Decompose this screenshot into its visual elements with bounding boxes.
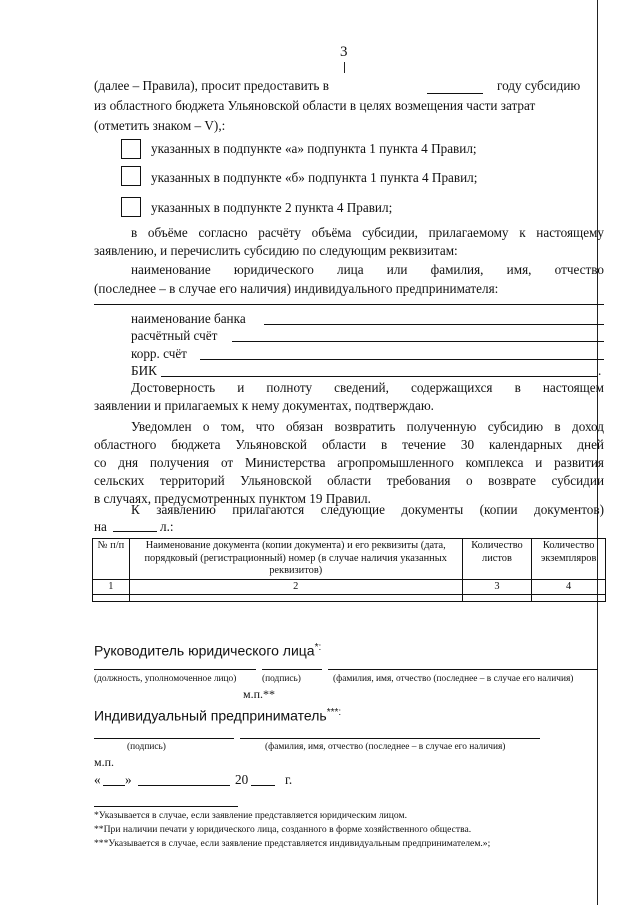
notice-line1: Уведомлен о том, что обязан возвратить полученную субсидию в доход	[131, 419, 604, 434]
head-signature-field[interactable]	[262, 669, 322, 670]
date-open-quote: «	[94, 772, 101, 787]
head-seal: м.п.**	[243, 687, 276, 701]
notice-line2: областного бюджета Ульяновской области в течение 30 календарных дней	[94, 437, 604, 452]
col-copies-header: Количество экземпляров	[532, 539, 606, 580]
head-caption-position: (должность, уполномоченное лицо)	[94, 674, 237, 684]
col-copies-index: 4	[532, 579, 606, 595]
footnote-1: *Указывается в случае, если заявление представляется юридическим лицом.	[94, 810, 407, 821]
head-caption-signature: (подпись)	[262, 674, 301, 684]
notice-line3: со дня получения от Министерства агропромышленного комплекса и развития	[94, 455, 604, 470]
reliability-line1: Достоверность и полноту сведений, содержащихся в настоящем	[131, 380, 604, 395]
date-month-field[interactable]	[138, 785, 230, 786]
date-day-field[interactable]	[103, 785, 125, 786]
col-sheets-index: 3	[462, 579, 532, 595]
entity-line1: наименование юридического лица или фамилия, имя, отчество	[131, 262, 604, 277]
ip-footnote-mark: ***:	[326, 707, 342, 718]
ip-signature-field[interactable]	[94, 738, 234, 739]
intro-line1-a: (далее – Правила), просит предоставить в	[94, 78, 329, 93]
volume-line2: заявлению, и перечислить субсидию по следующим реквизитам:	[94, 243, 458, 258]
page-number-stroke	[344, 62, 345, 73]
head-signature-label: Руководитель юридического лица*:	[94, 642, 322, 659]
notice-line4: сельских территорий Ульяновской области требования о возврате субсидии	[94, 473, 604, 488]
attach-line1: К заявлению прилагаются следующие документы (копии документов)	[131, 502, 604, 517]
intro-line1-b: году субсидию	[497, 78, 581, 93]
corr-account-label: корр. счёт	[131, 346, 187, 361]
bik-field[interactable]	[161, 376, 597, 377]
date-close-quote: »	[125, 772, 132, 787]
volume-line1: в объёме согласно расчёту объёма субсидии, прилагаемому к настоящему	[131, 225, 604, 240]
option-c-label: указанных в подпункте 2 пункта 4 Правил;	[151, 200, 393, 215]
bank-name-label: наименование банка	[131, 311, 246, 326]
page-number: 3	[340, 44, 348, 60]
option-b-checkbox[interactable]	[121, 166, 141, 186]
entity-line2: (последнее – в случае его наличия) индивидуального предпринимателя:	[94, 281, 499, 296]
option-a-label: указанных в подпункте «а» подпункта 1 пункта 4 Правил;	[151, 141, 477, 156]
option-c-checkbox[interactable]	[121, 197, 141, 217]
intro-line3: (отметить знаком – V),:	[94, 118, 226, 133]
account-field[interactable]	[232, 341, 604, 342]
option-b-label: указанных в подпункте «б» подпункта 1 пункта 4 Правил;	[151, 170, 478, 185]
ip-fullname-field[interactable]	[240, 738, 540, 739]
entity-name-field[interactable]	[94, 304, 604, 305]
footnote-separator	[94, 806, 238, 807]
ip-seal: м.п.	[94, 755, 115, 769]
attach-sheets: л.:	[160, 519, 174, 534]
col-document-index: 2	[129, 579, 462, 595]
account-label: расчётный счёт	[131, 328, 218, 343]
corr-account-field[interactable]	[200, 359, 604, 360]
col-number-header: № п/п	[93, 539, 130, 580]
bank-name-field[interactable]	[264, 324, 604, 325]
head-caption-fullname: (фамилия, имя, отчество (последнее – в случае его наличия)	[333, 674, 574, 684]
table-row	[93, 579, 606, 595]
date-year-field[interactable]	[251, 785, 275, 786]
table-header-row	[93, 539, 606, 580]
reliability-line2: заявлении и прилагаемых к нему документах, подтверждаю.	[94, 398, 434, 413]
head-fullname-field[interactable]	[328, 669, 598, 670]
year-blank[interactable]	[427, 93, 483, 94]
date-year-suffix: г.	[285, 772, 293, 787]
notice-line5: в случаях, предусмотренных пунктом 19 Правил.	[94, 491, 371, 506]
sheets-count-field[interactable]	[113, 531, 157, 532]
ip-caption-fullname: (фамилия, имя, отчество (последнее – в случае его наличия)	[265, 742, 506, 752]
col-document-header: Наименование документа (копии документа) и его реквизиты (дата, порядковый (регистрационный) номер (в случае наличия указанных реквизитов)	[129, 539, 462, 580]
attach-na: на	[94, 519, 107, 534]
bik-label: БИК	[131, 363, 157, 378]
head-footnote-mark: *:	[314, 642, 322, 653]
col-number-index: 1	[93, 579, 130, 595]
date-year-prefix: 20	[235, 772, 249, 787]
footnote-2: **При наличии печати у юридического лица, созданного в форме хозяйственного общества.	[94, 824, 472, 835]
ip-signature-label: Индивидуальный предприниматель***:	[94, 707, 342, 724]
intro-line2: из областного бюджета Ульяновской области в целях возмещения части затрат	[94, 98, 536, 113]
ip-caption-signature: (подпись)	[127, 742, 166, 752]
bik-end: .	[598, 363, 602, 378]
option-a-checkbox[interactable]	[121, 139, 141, 159]
footnote-3: ***Указывается в случае, если заявление представляется индивидуальным предпринимателем.»;	[94, 838, 491, 849]
table-row[interactable]	[93, 595, 606, 602]
col-sheets-header: Количество листов	[462, 539, 532, 580]
documents-table	[92, 538, 606, 602]
head-position-field[interactable]	[94, 669, 256, 670]
